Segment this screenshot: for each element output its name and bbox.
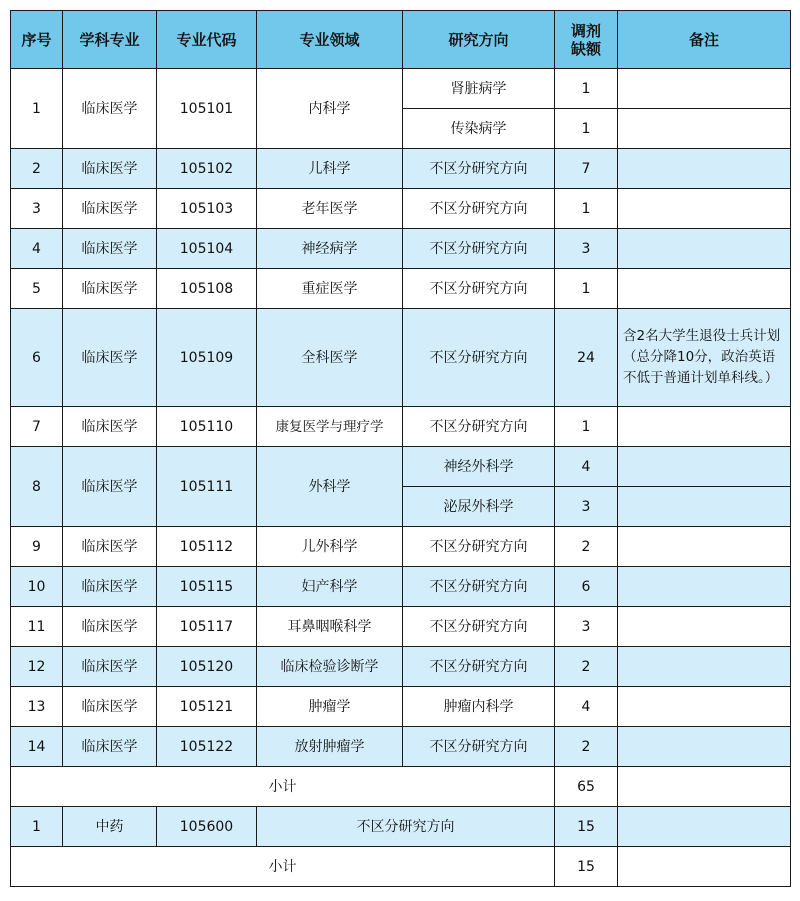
cell-code: 105120 [157, 647, 257, 687]
cell-direction: 不区分研究方向 [403, 189, 555, 229]
header-direction: 研究方向 [403, 11, 555, 69]
cell-quota: 3 [555, 229, 618, 269]
cell-seq: 1 [11, 807, 63, 847]
cell-code: 105111 [157, 447, 257, 527]
subtotal-label: 小计 [11, 767, 555, 807]
cell-code: 105104 [157, 229, 257, 269]
cell-quota: 6 [555, 567, 618, 607]
cell-subject: 临床医学 [63, 229, 157, 269]
cell-direction: 不区分研究方向 [403, 647, 555, 687]
table-row [11, 69, 791, 109]
header-field: 专业领域 [257, 11, 403, 69]
cell-quota: 3 [555, 487, 618, 527]
cell-seq: 2 [11, 149, 63, 189]
cell-code: 105110 [157, 407, 257, 447]
header-subject: 学科专业 [63, 11, 157, 69]
cell-quota: 2 [555, 727, 618, 767]
cell-direction: 不区分研究方向 [403, 407, 555, 447]
cell-field: 重症医学 [257, 269, 403, 309]
cell-direction: 不区分研究方向 [257, 807, 555, 847]
cell-direction: 不区分研究方向 [403, 229, 555, 269]
subtotal-row [11, 767, 791, 807]
cell-code: 105112 [157, 527, 257, 567]
table-row [11, 447, 791, 487]
cell-direction: 不区分研究方向 [403, 309, 555, 407]
cell-quota: 3 [555, 607, 618, 647]
cell-field: 肿瘤学 [257, 687, 403, 727]
cell-field: 儿科学 [257, 149, 403, 189]
header-row [11, 11, 791, 69]
cell-remark [618, 447, 791, 487]
cell-remark [618, 109, 791, 149]
cell-quota: 24 [555, 309, 618, 407]
cell-seq: 3 [11, 189, 63, 229]
cell-remark [618, 767, 791, 807]
cell-seq: 8 [11, 447, 63, 527]
cell-quota: 4 [555, 447, 618, 487]
cell-field: 儿外科学 [257, 527, 403, 567]
header-remark: 备注 [618, 11, 791, 69]
cell-quota: 2 [555, 647, 618, 687]
cell-remark [618, 727, 791, 767]
subtotal-quota: 15 [555, 847, 618, 887]
cell-code: 105103 [157, 189, 257, 229]
cell-quota: 2 [555, 527, 618, 567]
cell-subject: 临床医学 [63, 69, 157, 149]
cell-subject: 临床医学 [63, 527, 157, 567]
cell-quota: 1 [555, 69, 618, 109]
cell-seq: 11 [11, 607, 63, 647]
table-row [11, 189, 791, 229]
cell-code: 105101 [157, 69, 257, 149]
cell-subject: 临床医学 [63, 567, 157, 607]
cell-seq: 4 [11, 229, 63, 269]
cell-seq: 10 [11, 567, 63, 607]
cell-direction: 肾脏病学 [403, 69, 555, 109]
subtotal-quota: 65 [555, 767, 618, 807]
cell-direction: 不区分研究方向 [403, 727, 555, 767]
table-row [11, 647, 791, 687]
cell-code: 105115 [157, 567, 257, 607]
cell-remark [618, 807, 791, 847]
cell-direction: 不区分研究方向 [403, 269, 555, 309]
cell-subject: 临床医学 [63, 269, 157, 309]
table-row [11, 269, 791, 309]
cell-direction: 不区分研究方向 [403, 567, 555, 607]
cell-subject: 中药 [63, 807, 157, 847]
cell-code: 105600 [157, 807, 257, 847]
cell-code: 105109 [157, 309, 257, 407]
cell-remark [618, 567, 791, 607]
cell-subject: 临床医学 [63, 687, 157, 727]
cell-remark [618, 847, 791, 887]
table-row [11, 727, 791, 767]
cell-code: 105117 [157, 607, 257, 647]
cell-direction: 不区分研究方向 [403, 607, 555, 647]
cell-remark [618, 487, 791, 527]
cell-remark [618, 189, 791, 229]
cell-quota: 15 [555, 807, 618, 847]
cell-subject: 临床医学 [63, 727, 157, 767]
cell-direction: 不区分研究方向 [403, 149, 555, 189]
cell-quota: 7 [555, 149, 618, 189]
cell-seq: 5 [11, 269, 63, 309]
table-row [11, 567, 791, 607]
cell-code: 105108 [157, 269, 257, 309]
cell-field: 临床检验诊断学 [257, 647, 403, 687]
cell-subject: 临床医学 [63, 447, 157, 527]
cell-remark [618, 269, 791, 309]
cell-seq: 13 [11, 687, 63, 727]
cell-field: 内科学 [257, 69, 403, 149]
cell-seq: 7 [11, 407, 63, 447]
quota-table [10, 10, 791, 887]
cell-remark [618, 647, 791, 687]
cell-subject: 临床医学 [63, 647, 157, 687]
cell-remark [618, 527, 791, 567]
cell-code: 105121 [157, 687, 257, 727]
cell-seq: 1 [11, 69, 63, 149]
cell-remark [618, 687, 791, 727]
cell-field: 老年医学 [257, 189, 403, 229]
cell-field: 神经病学 [257, 229, 403, 269]
table-row [11, 309, 791, 407]
cell-remark [618, 229, 791, 269]
cell-subject: 临床医学 [63, 407, 157, 447]
cell-remark [618, 149, 791, 189]
table-row [11, 149, 791, 189]
header-code: 专业代码 [157, 11, 257, 69]
cell-field: 康复医学与理疗学 [257, 407, 403, 447]
cell-quota: 4 [555, 687, 618, 727]
cell-subject: 临床医学 [63, 149, 157, 189]
cell-code: 105102 [157, 149, 257, 189]
subtotal-label: 小计 [11, 847, 555, 887]
table-row [11, 607, 791, 647]
cell-subject: 临床医学 [63, 189, 157, 229]
cell-direction: 不区分研究方向 [403, 527, 555, 567]
cell-direction: 传染病学 [403, 109, 555, 149]
cell-remark [618, 69, 791, 109]
table-row [11, 687, 791, 727]
cell-field: 外科学 [257, 447, 403, 527]
table-row [11, 527, 791, 567]
header-seq: 序号 [11, 11, 63, 69]
cell-field: 妇产科学 [257, 567, 403, 607]
cell-quota: 1 [555, 407, 618, 447]
cell-field: 放射肿瘤学 [257, 727, 403, 767]
cell-seq: 9 [11, 527, 63, 567]
cell-code: 105122 [157, 727, 257, 767]
cell-seq: 14 [11, 727, 63, 767]
cell-subject: 临床医学 [63, 607, 157, 647]
cell-remark [618, 607, 791, 647]
table-row [11, 407, 791, 447]
cell-direction: 神经外科学 [403, 447, 555, 487]
cell-quota: 1 [555, 109, 618, 149]
cell-subject: 临床医学 [63, 309, 157, 407]
cell-seq: 12 [11, 647, 63, 687]
subtotal-row [11, 847, 791, 887]
cell-field: 全科医学 [257, 309, 403, 407]
cell-direction: 肿瘤内科学 [403, 687, 555, 727]
cell-quota: 1 [555, 269, 618, 309]
cell-remark [618, 407, 791, 447]
cell-quota: 1 [555, 189, 618, 229]
table-row [11, 807, 791, 847]
cell-direction: 泌尿外科学 [403, 487, 555, 527]
table-row [11, 229, 791, 269]
cell-remark-note: 含2名大学生退役士兵计划（总分降10分，政治英语不低于普通计划单科线。） [618, 309, 791, 407]
header-quota: 调剂缺额 [555, 11, 618, 69]
cell-field: 耳鼻咽喉科学 [257, 607, 403, 647]
cell-seq: 6 [11, 309, 63, 407]
